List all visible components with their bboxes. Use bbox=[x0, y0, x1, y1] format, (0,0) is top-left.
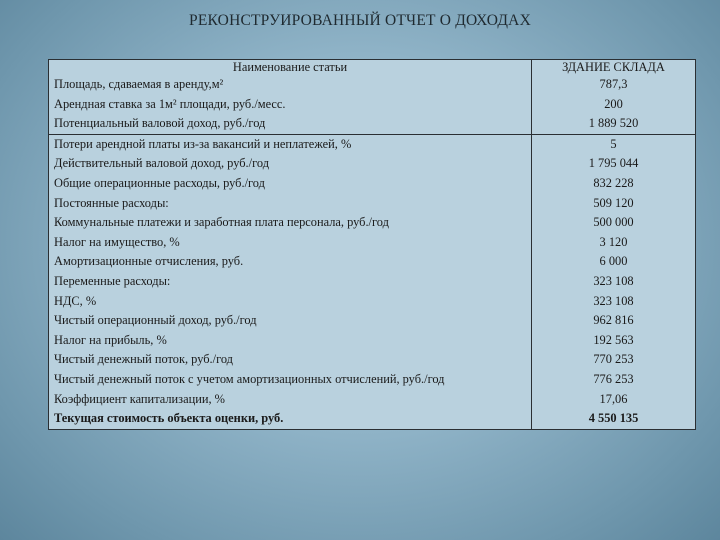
value-list bbox=[532, 135, 695, 429]
row-name: Чистый денежный поток, руб./год bbox=[54, 352, 233, 367]
row-name: Коэффициент капитализации, % bbox=[54, 391, 225, 406]
name-list bbox=[49, 75, 531, 134]
row-value-total: 4 550 135 bbox=[588, 411, 639, 426]
header-name-cell bbox=[49, 60, 532, 135]
row-value: 770 253 bbox=[593, 352, 634, 367]
row-value: 323 108 bbox=[593, 293, 634, 308]
row-value: 787,3 bbox=[599, 77, 628, 91]
row-value: 1 795 044 bbox=[588, 156, 639, 171]
row-name: Потери арендной платы из-за вакансий и неплатежей, % bbox=[54, 136, 352, 151]
row-name: Налог на имущество, % bbox=[54, 234, 180, 249]
row-name: НДС, % bbox=[54, 293, 97, 308]
row-name: Налог на прибыль, % bbox=[54, 332, 167, 347]
row-value: 17,06 bbox=[599, 391, 628, 406]
row-value: 5 bbox=[610, 136, 617, 151]
body-value-cell bbox=[532, 134, 696, 429]
row-value: 3 120 bbox=[599, 234, 628, 249]
row-value: 200 bbox=[604, 96, 623, 111]
row-name: Арендная ставка за 1м² площади, руб./месс. bbox=[54, 96, 286, 111]
income-report-table bbox=[48, 59, 696, 430]
row-name: Чистый операционный доход, руб./год bbox=[54, 313, 257, 328]
row-name: Амортизационные отчисления, руб. bbox=[54, 254, 244, 269]
header-name-label: Наименование статьи bbox=[232, 60, 348, 74]
row-name-total: Текущая стоимость объекта оценки, руб. bbox=[54, 411, 284, 426]
row-value: 1 889 520 bbox=[588, 116, 639, 131]
row-value: 509 120 bbox=[593, 195, 634, 210]
row-value: 500 000 bbox=[593, 215, 634, 230]
page-title: РЕКОНСТРУИРОВАННЫЙ ОТЧЕТ О ДОХОДАХ bbox=[189, 12, 531, 29]
row-value: 776 253 bbox=[593, 371, 634, 386]
row-name: Потенциальный валовой доход, руб./год bbox=[54, 116, 266, 131]
row-name: Переменные расходы: bbox=[54, 273, 171, 288]
row-value: 832 228 bbox=[593, 175, 634, 190]
row-name: Действительный валовой доход, руб./год bbox=[54, 156, 270, 171]
row-value: 192 563 bbox=[593, 332, 634, 347]
table-body-row bbox=[49, 134, 696, 429]
header-value-cell bbox=[532, 60, 696, 135]
row-name: Площадь, сдаваемая в аренду,м² bbox=[54, 77, 224, 91]
header-value-label: ЗДАНИЕ СКЛАДА bbox=[562, 60, 665, 74]
table-header-row bbox=[49, 60, 696, 135]
row-name: Общие операционные расходы, руб./год bbox=[54, 175, 265, 190]
row-value: 6 000 bbox=[599, 254, 628, 269]
value-list bbox=[532, 75, 695, 134]
name-list bbox=[49, 135, 531, 429]
row-value: 323 108 bbox=[593, 273, 634, 288]
body-name-cell bbox=[49, 134, 532, 429]
row-value: 962 816 bbox=[593, 313, 634, 328]
row-name: Коммунальные платежи и заработная плата персонала, руб./год bbox=[54, 215, 389, 230]
row-name: Чистый денежный поток с учетом амортизационных отчислений, руб./год bbox=[54, 371, 445, 386]
row-name: Постоянные расходы: bbox=[54, 195, 169, 210]
